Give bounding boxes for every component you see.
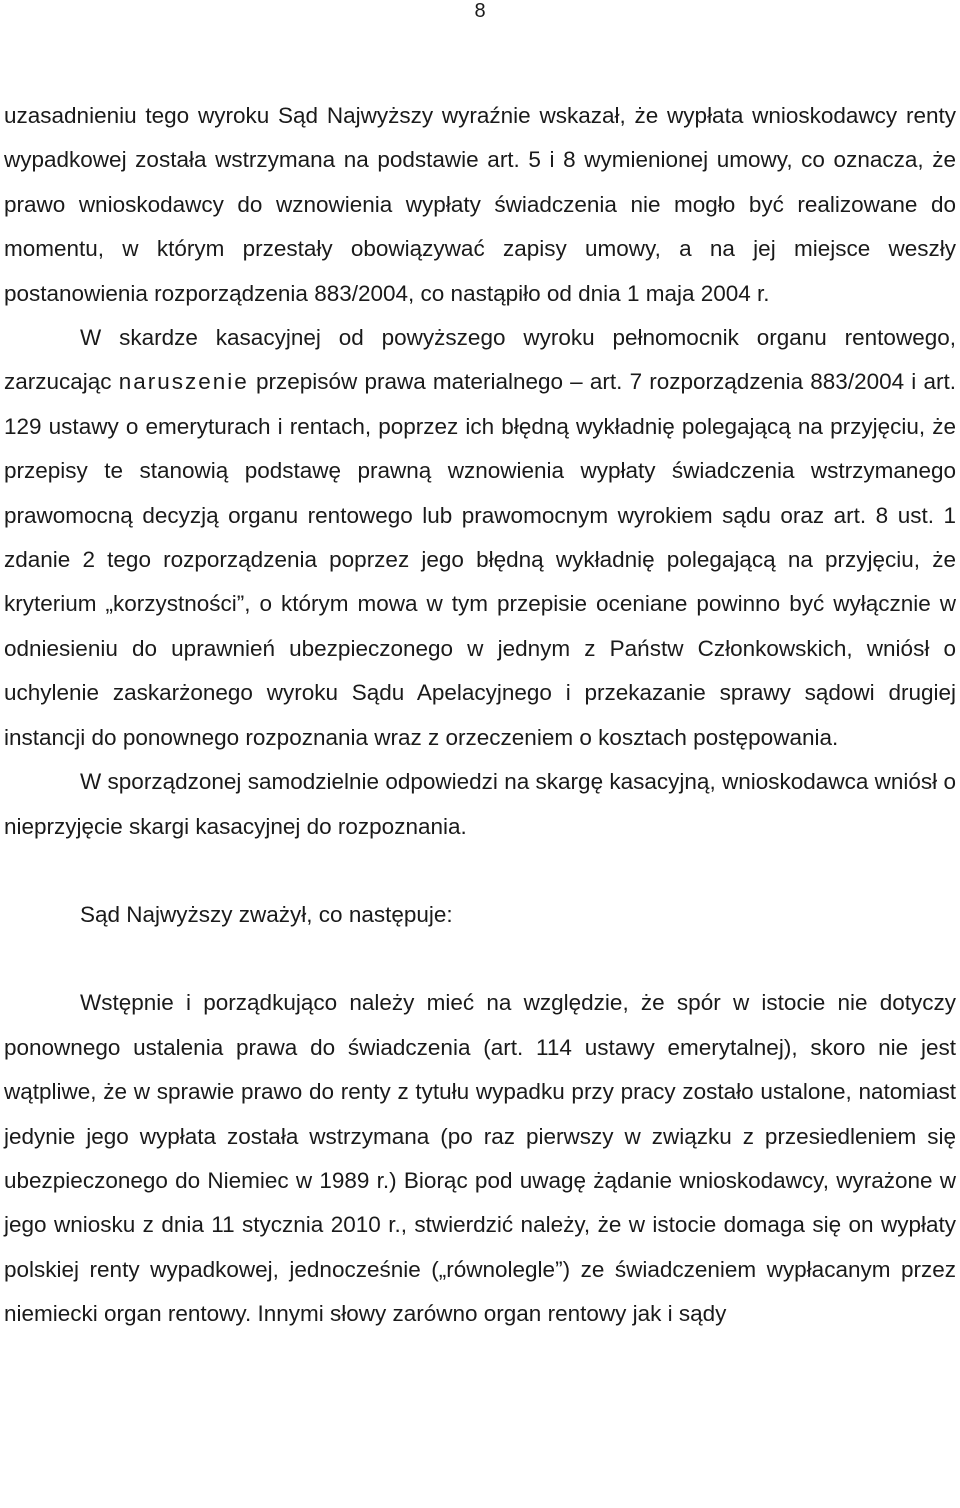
paragraph-1: uzasadnieniu tego wyroku Sąd Najwyższy wyraźnie wskazał, że wypłata wnioskodawcy renty wypadkowej została wstrzymana na podstawie art. 5 i 8 wymienionej umowy, co oznacza, że prawo wnioskodawcy do wznowienia wypłaty świadczenia nie mogło być realizowane do momentu, w którym przestały obowiązywać zapisy umowy, a na jej miejsce weszły postanowienia rozporządzenia 883/2004, co nastąpiło od dnia 1 maja 2004 r. — [4, 103, 956, 306]
paragraph-3: W sporządzonej samodzielnie odpowiedzi na skargę kasacyjną, wnioskodawca wniósł o nieprzyjęcie skargi kasacyjnej do rozpoznania. — [4, 769, 956, 839]
paragraph-2-spaced-word: naruszenie — [118, 369, 249, 395]
document-body — [4, 94, 956, 1337]
paragraph-4: Wstępnie i porządkująco należy mieć na względzie, że spór w istocie nie dotyczy ponownego ustalenia prawa do świadczenia (art. 114 ustawy emerytalnej), skoro nie jest wątpliwe, że w sprawie prawo do renty z tytułu wypadku przy pracy zostało ustalone, natomiast jedynie jego wypłata została wstrzymana (po raz pierwszy w związku z przesiedleniem się ubezpieczonego do Niemiec w 1989 r.) Biorąc pod uwagę żądanie wnioskodawcy, wyrażone w jego wniosku z dnia 11 stycznia 2010 r., stwierdzić należy, że w istocie domaga się on wypłaty polskiej renty wypadkowej, jednocześnie („równolegle”) ze świadczeniem wypłacanym przez niemiecki organ rentowy. Innymi słowy zarówno organ rentowy jak i sądy — [4, 990, 956, 1327]
section-heading: Sąd Najwyższy zważył, co następuje: — [80, 901, 453, 927]
paragraph-2-after: przepisów prawa materialnego – art. 7 rozporządzenia 883/2004 i art. 129 ustawy o emeryturach i rentach, poprzez ich błędną wykładnię polegającą na przyjęciu, że przepisy te stanowią podstawę prawną wznowienia wypłaty świadczenia wstrzymanego prawomocną decyzją organu rentowego lub prawomocnym wyrokiem sądu oraz art. 8 ust. 1 zdanie 2 tego rozporządzenia poprzez jego błędną wykładnię polegającą na przyjęciu, że kryterium „korzystności”, o którym mowa w tym przepisie oceniane powinno być wyłącznie w odniesieniu do uprawnień ubezpieczonego w jednym z Państw Członkowskich, wniósł o uchylenie zaskarżonego wyroku Sądu Apelacyjnego i przekazanie sprawy sądowi drugiej instancji do ponownego rozpoznania wraz z orzeczeniem o kosztach postępowania. — [4, 369, 956, 750]
paragraph-2 — [4, 316, 956, 760]
page-number: 8 — [474, 0, 486, 22]
paragraph-2-before: W skardze kasacyjnej od powyższego wyroku pełnomocnik organu rentowego, zarzucając — [4, 325, 956, 395]
